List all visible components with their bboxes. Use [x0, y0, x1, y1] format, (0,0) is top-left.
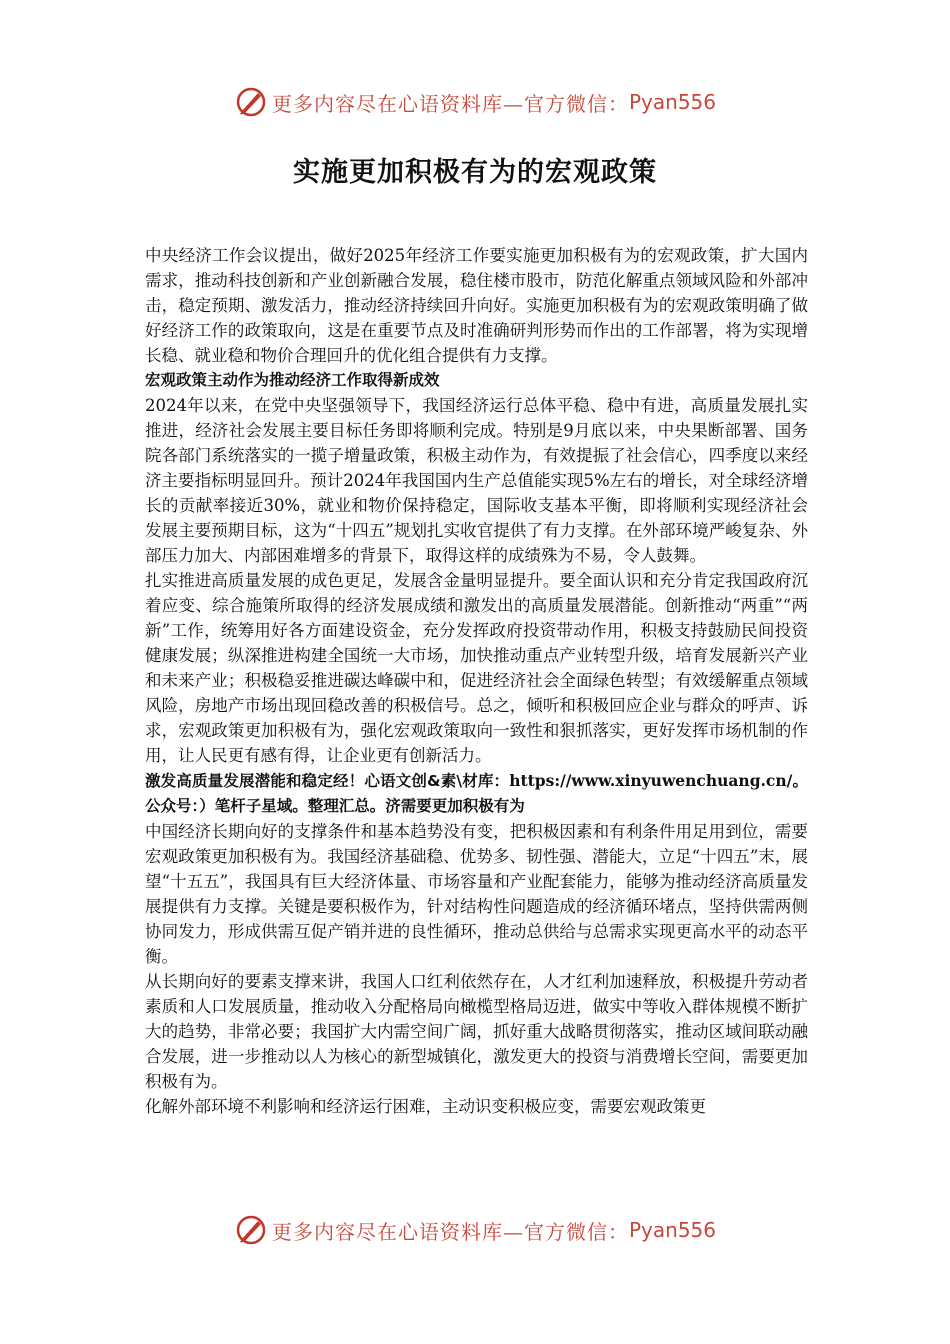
paragraph: 化解外部环境不利影响和经济运行困难，主动识变积极应变，需要宏观政策更 — [145, 1097, 706, 1116]
brush-logo-icon — [234, 1213, 268, 1247]
paragraph-intro: 中央经济工作会议提出，做好2025年经济工作要实施更加积极有为的宏观政策，扩大国内需求，推动科技创新和产业创新融合发展，稳住楼市股市，防范化解重点领域风险和外部冲击，稳定预期、激发活力，推动经济持续回升向好。实施更加积极有为的宏观政策明确了做好经济工作的政策取向，这是在重要节点及时准确研判形势而作出的工作部署，将为实现增长稳、就业稳和物价合理回升的优化组合提供有力支撑。 — [145, 246, 808, 365]
promo-paragraph — [145, 768, 808, 819]
header-banner — [0, 82, 950, 122]
paragraph: 从长期向好的要素支撑来讲，我国人口红利依然存在，人才红利加速释放，积极提升劳动者素质和人口发展质量，推动收入分配格局向橄榄型格局迈进，做实中等收入群体规模不断扩大的趋势，非常必要；我国扩大内需空间广阔，抓好重大战略贯彻落实，推动区域间联动融合发展，进一步推动以人为核心的新型城镇化，激发更大的投资与消费增长空间，需要更加积极有为。 — [145, 972, 808, 1091]
banner-wechat-id: Pyan556 — [628, 1218, 716, 1242]
section-heading: 宏观政策主动作为推动经济工作取得新成效 — [145, 371, 440, 389]
paragraph: 扎实推进高质量发展的成色更足，发展含金量明显提升。要全面认识和充分肯定我国政府沉着应变、综合施策所取得的经济发展成绩和激发出的高质量发展潜能。创新推动“两重”“两新”工作，统筹用好各方面建设资金，充分发挥政府投资带动作用，积极支持鼓励民间投资健康发展；纵深推进构建全国统一大市场，加快推动重点产业转型升级，培育发展新兴产业和未来产业；积极稳妥推进碳达峰碳中和，促进经济社会全面绿色转型；有效缓解重点领域风险，房地产市场出现回稳改善的积极信号。总之，倾听和积极回应企业与群众的呼声、诉求，宏观政策更加积极有为，强化宏观政策取向一致性和狠抓落实，更好发挥市场机制的作用，让人民更有感有得，让企业更有创新活力。 — [145, 571, 808, 765]
document-body — [145, 243, 808, 1119]
brush-logo-icon — [234, 85, 268, 119]
banner-text: 更多内容尽在心语资料库—官方微信： — [271, 1219, 629, 1244]
promo-text: 激发高质量发展潜能和稳定经！心语文创&素\材库： — [145, 772, 510, 790]
promo-rest: 。公众号：）笔杆子星域。整理汇总。济需要更加积极有为 — [145, 772, 808, 815]
footer-banner — [0, 1210, 950, 1250]
banner-text: 更多内容尽在心语资料库—官方微信： — [271, 91, 629, 116]
page-title: 实施更加积极有为的宏观政策 — [293, 157, 657, 188]
paragraph: 中国经济长期向好的支撑条件和基本趋势没有变，把积极因素和有利条件用足用到位，需要宏观政策更加积极有为。我国经济基础稳、优势多、韧性强、潜能大，立足“十四五”末，展望“十五五”，我国具有巨大经济体量、市场容量和产业配套能力，能够为推动经济高质量发展提供有力支撑。关键是要积极作为，针对结构性问题造成的经济循环堵点，坚持供需两侧协同发力，形成供需互促产销并进的良性循环，推动总供给与总需求实现更高水平的动态平衡。 — [145, 822, 808, 966]
promo-url-link[interactable]: https://www.xinyuwenchuang.cn/ — [509, 771, 793, 790]
banner-wechat-id: Pyan556 — [628, 90, 716, 114]
paragraph: 2024年以来，在党中央坚强领导下，我国经济运行总体平稳、稳中有进，高质量发展扎实推进，经济社会发展主要目标任务即将顺利完成。特别是9月底以来，中央果断部署、国务院各部门系统落实的一揽子增量政策，积极主动作为，有效提振了社会信心，四季度以来经济主要指标明显回升。预计2024年我国国内生产总值能实现5%左右的增长，对全球经济增长的贡献率接近30%，就业和物价保持稳定，国际收支基本平衡，即将顺利实现经济社会发展主要预期目标，这为“十四五”规划扎实收官提供了有力支撑。在外部环境严峻复杂、外部压力加大、内部困难增多的背景下，取得这样的成绩殊为不易，令人鼓舞。 — [145, 396, 808, 565]
